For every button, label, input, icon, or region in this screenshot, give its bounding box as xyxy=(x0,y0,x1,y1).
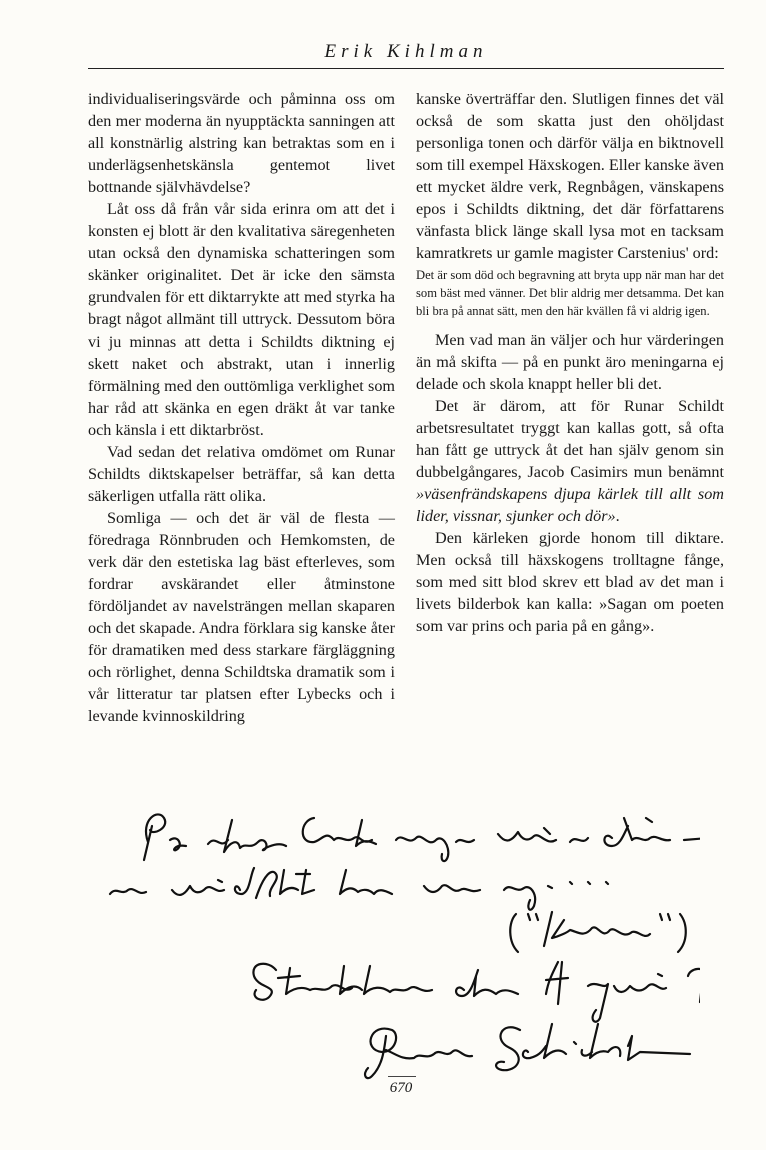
page-number: 670 xyxy=(389,1080,413,1096)
signature xyxy=(365,1024,690,1078)
handwriting-drawing xyxy=(100,790,700,1080)
handwritten-inscription xyxy=(100,790,700,1080)
left-paragraph-1: individualiseringsvärde och påminna oss om den mer moderna än nyupptäckta sanningen att all konstnärlig alstring kan betraktas som en i underlägsenhetskänsla gentemot livet bottnande självhävdelse? xyxy=(88,90,395,197)
handwriting-line-4 xyxy=(253,962,700,1022)
header-rule xyxy=(88,68,724,69)
left-column xyxy=(88,88,395,727)
block-quote: Det är som död och begravning att bryta upp när man har det som bäst med vänner. Det blir aldrig mer detsamma. Det kan bli bra på annat sätt, men den här kvällen få vi aldrig igen. xyxy=(416,268,724,318)
right-paragraph-4: Den kärleken gjorde honom till diktare. Men också till häxskogens trolltagne fånge, som med sitt blod skrev ett blad av det man i livets bilderbok kan kalla: »Sagan om poeten som var prins och paria på en gång». xyxy=(416,529,724,636)
right-paragraph-3-quote: »väsenfrändskapens djupa kärlek till allt som lider, vissnar, sjunker och dör» xyxy=(416,485,724,526)
left-paragraph-3: Vad sedan det relativa omdömet om Runar Schildts diktskapelser beträffar, så kan detta säkerligen utfalla rätt olika. xyxy=(88,442,395,505)
left-paragraph-4: Somliga — och det är väl de flesta — föredraga Rönnbruden och Hemkomsten, de verk där den estetiska lag bäst efterleves, som fordrar avskärandet eller åtminstone fördöljandet av navelsträngen mellan skaparen och det skapade. Andra förklara sig kanske åter för dramatiken med dess starkare färgläggning och rörlighet, denna Schildtska dramatik som i vår litteratur tar platsen efter Lybecks och i levande kvinnoskildring xyxy=(88,508,395,726)
handwriting-line-3 xyxy=(510,912,686,952)
right-column xyxy=(416,88,724,637)
right-paragraph-3-start: Det är därom, att för Runar Schildt arbetsresultatet tryggt kan kallas gott, så ofta han fått ge uttryck åt det han själv genom sin dubbelgångares, Jacob Casimirs mun benämnt xyxy=(416,396,724,482)
right-paragraph-3-end: . xyxy=(615,507,620,526)
page-number-rule xyxy=(388,1076,416,1077)
right-paragraph-3 xyxy=(416,395,724,527)
running-header xyxy=(88,38,724,69)
right-paragraph-1: kanske överträffar den. Slutligen finnes det väl också de som skatta just den ohöljdast personliga tonen och därför välja en biktnovell som till exempel Häxskogen. Eller kanske även ett mycket äldre verk, Regnbågen, vänskapens epos i Schildts diktning, det där författarens vänfasta blick länge skall lysa mot en tacksam kamratkrets ur gamle magister Carstenius' ord: xyxy=(416,90,724,263)
header-title: Erik Kihlman xyxy=(324,41,488,62)
left-paragraph-2: Låt oss då från vår sida erinra om att det i konsten ej blott är den kvalitativa säregenheten utan också den dynamiska schatteringen som skänker originalitet. Det är icke den sämsta grundvalen för ett diktarrykte att med styrka ha bragt något allmänt till uttryck. Dessutom böra vi ju minnas att detta i Schildts diktning ej skett naket och abstrakt, utan i innerlig förmälning med den outtömliga verklighet som har råd att skänka en egen dräkt åt var tanke och känsla i ett diktarbröst. xyxy=(88,200,395,439)
right-paragraph-2: Men vad man än väljer och hur värderingen än må skifta — på en punkt äro meningarna ej delade och skola knappt heller bli det. xyxy=(416,330,724,393)
handwriting-line-2 xyxy=(110,868,608,910)
handwriting-line-1 xyxy=(144,814,700,861)
